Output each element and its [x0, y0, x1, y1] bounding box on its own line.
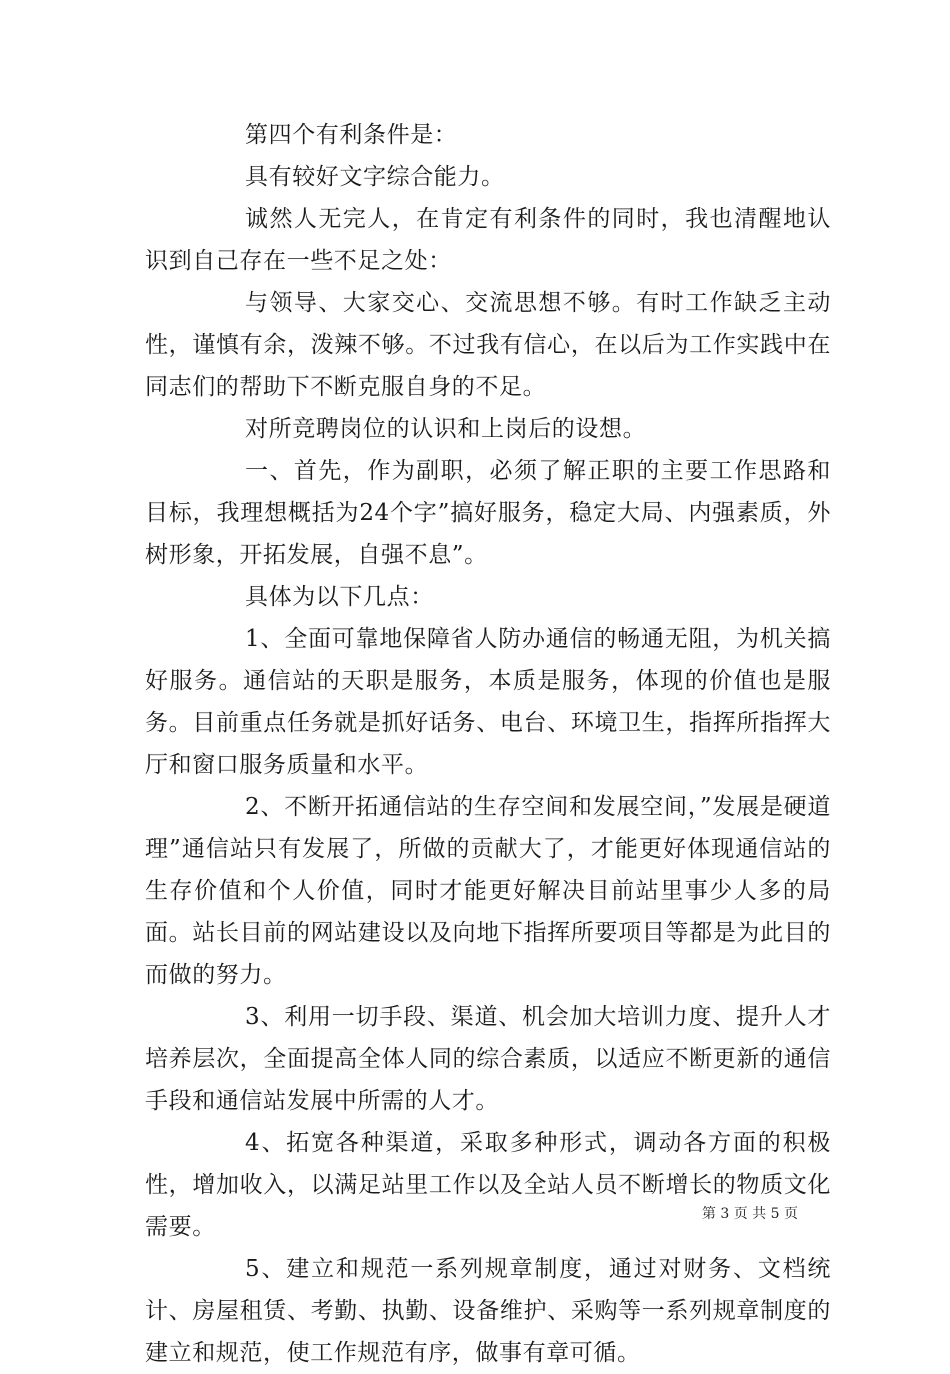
paragraph: 具有较好文字综合能力。: [245, 164, 505, 190]
paragraph: 具体为以下几点：: [245, 584, 434, 610]
page-number: 第 3 页 共 5 页: [701, 1206, 798, 1222]
paragraph: 5、建立和规范一系列规章制度，通过对财务、文档统计、房屋租赁、考勤、执勤、设备维护、采购等一系列规章制度的建立和规范，使工作规范有序，做事有章可循。: [145, 1256, 831, 1366]
paragraph: 1、全面可靠地保障省人防办通信的畅通无阻，为机关搞好服务。通信站的天职是服务，本质是服务，体现的价值也是服务。目前重点任务就是抓好话务、电台、环境卫生，指挥所指挥大厅和窗口服务质量和水平。: [145, 626, 831, 778]
paragraph: 3、利用一切手段、渠道、机会加大培训力度、提升人才培养层次，全面提高全体人同的综合素质，以适应不断更新的通信手段和通信站发展中所需的人才。: [145, 1004, 831, 1114]
paragraph: 4、拓宽各种渠道，采取多种形式，调动各方面的积极性，增加收入，以满足站里工作以及全站人员不断增长的物质文化需要。: [145, 1130, 831, 1240]
paragraph: 对所竞聘岗位的认识和上岗后的设想。: [245, 416, 647, 442]
paragraph: 与领导、大家交心、交流思想不够。有时工作缺乏主动性，谨慎有余，泼辣不够。不过我有信心，在以后为工作实践中在同志们的帮助下不断克服自身的不足。: [145, 290, 831, 400]
paragraph: 第四个有利条件是：: [245, 122, 458, 148]
paragraph: 一、首先，作为副职，必须了解正职的主要工作思路和目标，我理想概括为24个字”搞好服务，稳定大局、内强素质，外树形象，开拓发展，自强不息”。: [145, 458, 831, 568]
paragraph: 2、不断开拓通信站的生存空间和发展空间，”发展是硬道理”通信站只有发展了，所做的贡献大了，才能更好体现通信站的生存价值和个人价值，同时才能更好解决目前站里事少人多的局面。站长目前的网站建设以及向地下指挥所要项目等都是为此目的而做的努力。: [145, 794, 831, 988]
paragraph: 诚然人无完人，在肯定有利条件的同时，我也清醒地认识到自己存在一些不足之处：: [145, 206, 831, 274]
document-body: [145, 114, 831, 1374]
